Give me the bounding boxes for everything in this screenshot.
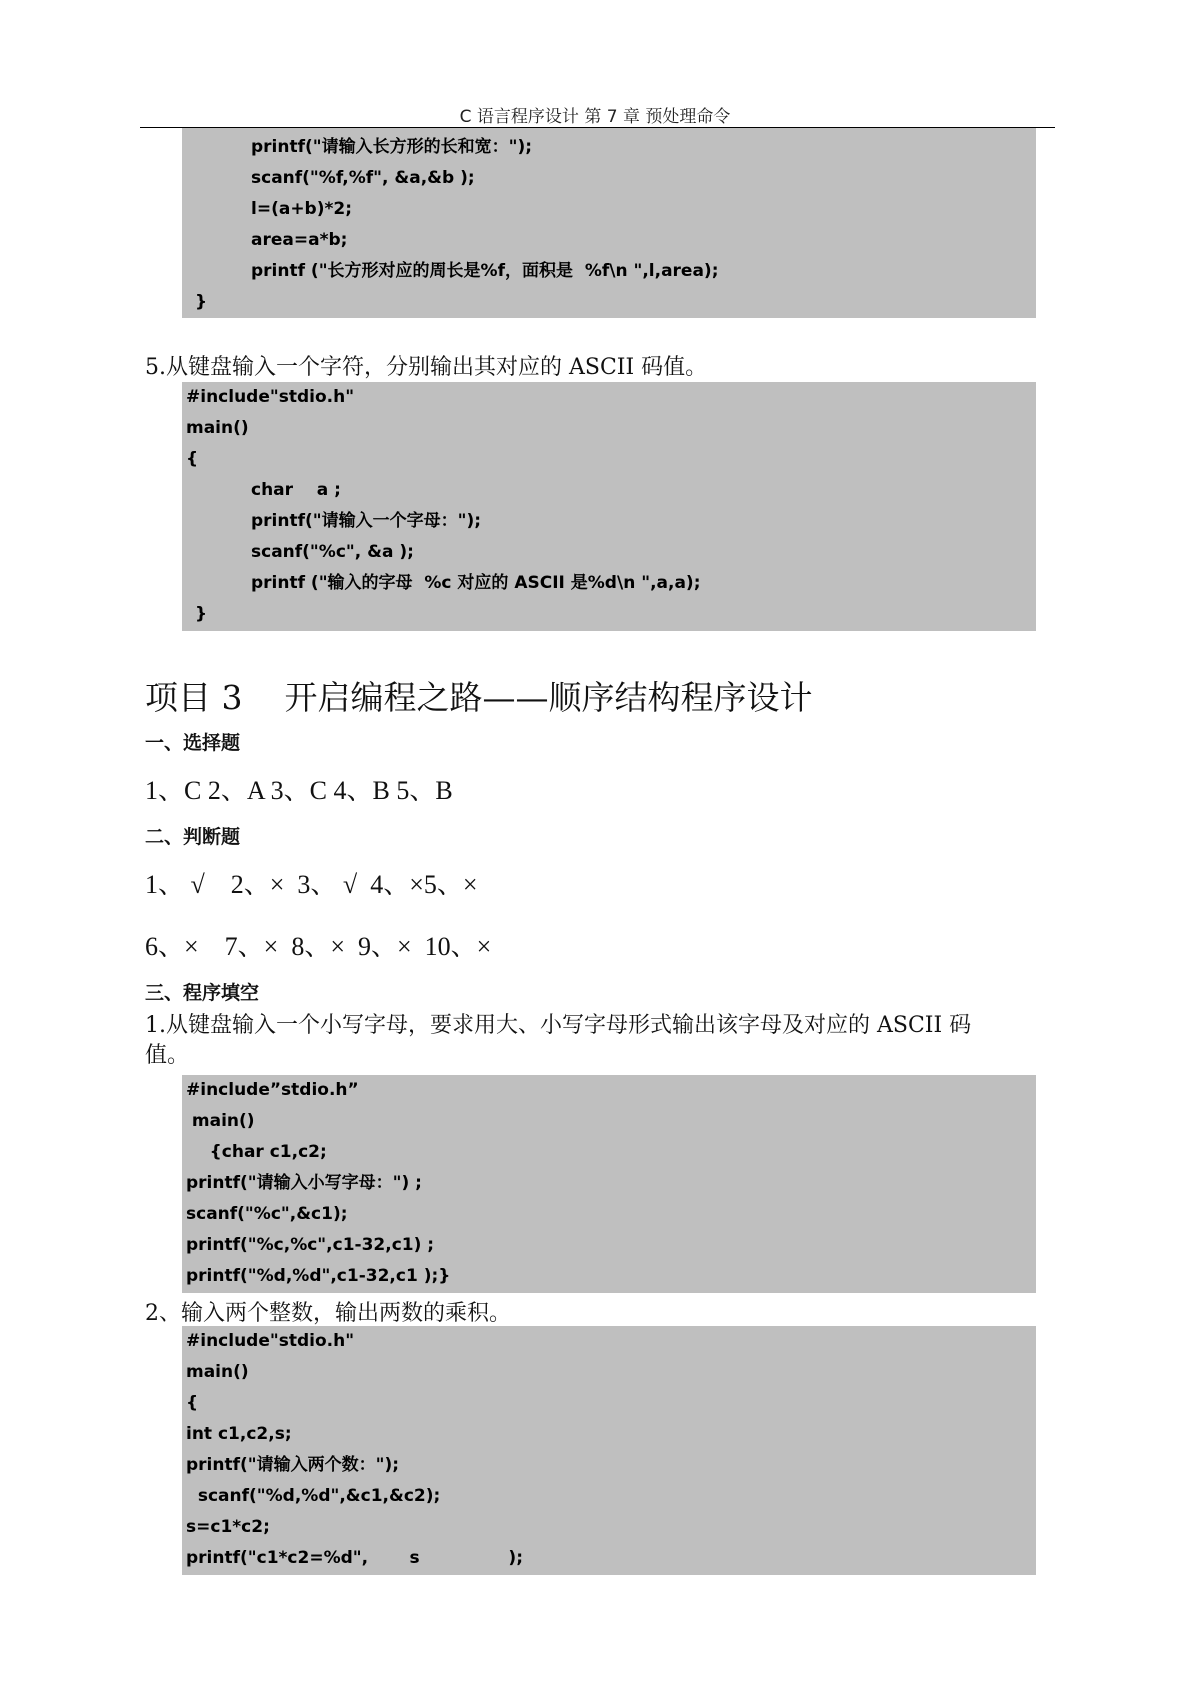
code-line: #include"stdio.h" bbox=[186, 1331, 355, 1351]
code-line: {char c1,c2; bbox=[186, 1142, 327, 1162]
code-line: printf("请输入长方形的长和宽："); bbox=[251, 137, 533, 157]
code-block-lowercase bbox=[182, 1075, 1036, 1293]
section-heading-fill: 三、程序填空 bbox=[145, 982, 260, 1004]
fill-question-1: 1.从键盘输入一个小写字母，要求用大、小写字母形式输出该字母及对应的 ASCII 码 bbox=[145, 1013, 972, 1038]
code-line: main() bbox=[186, 1362, 249, 1382]
fill-question-1-cont: 值。 bbox=[145, 1043, 190, 1068]
choice-answers: 1、C 2、A 3、C 4、B 5、B bbox=[145, 776, 453, 805]
code-line: #include"stdio.h" bbox=[186, 387, 355, 407]
code-line: printf("%c,%c",c1-32,c1) ; bbox=[186, 1235, 435, 1255]
code-line: int c1,c2,s; bbox=[186, 1424, 292, 1444]
code-line: printf("c1*c2=%d", s ); bbox=[186, 1548, 523, 1568]
code-line: } bbox=[195, 604, 208, 624]
code-line: printf("请输入两个数："); bbox=[186, 1455, 400, 1475]
code-line: area=a*b; bbox=[251, 230, 348, 250]
judge-answers-row-2: 6、× 7、× 8、× 9、× 10、× bbox=[145, 932, 492, 961]
code-line: l=(a+b)*2; bbox=[251, 199, 353, 219]
code-line: #include”stdio.h” bbox=[186, 1080, 359, 1100]
page-header: C 语言程序设计 第 7 章 预处理命令 bbox=[459, 107, 731, 127]
code-line: char a ; bbox=[251, 480, 341, 500]
code-line: { bbox=[186, 449, 199, 469]
judge-answers-row-1: 1、 √ 2、× 3、 √ 4、×5、× bbox=[145, 870, 478, 899]
code-line: scanf("%c", &a ); bbox=[251, 542, 414, 562]
code-block-product bbox=[182, 1326, 1036, 1575]
code-line: printf("%d,%d",c1-32,c1 );} bbox=[186, 1266, 451, 1286]
code-line: printf ("长方形对应的周长是%f，面积是 %f\n ",l,area); bbox=[251, 261, 719, 281]
code-line: printf ("输入的字母 %c 对应的 ASCII 是%d\n ",a,a); bbox=[251, 573, 701, 593]
project-title: 项目 3 开启编程之路——顺序结构程序设计 bbox=[145, 678, 813, 717]
code-block-rectangle bbox=[182, 128, 1036, 318]
code-block-ascii bbox=[182, 382, 1036, 631]
code-line: main() bbox=[186, 418, 249, 438]
code-line: printf("请输入一个字母："); bbox=[251, 511, 482, 531]
code-line: scanf("%c",&c1); bbox=[186, 1204, 348, 1224]
code-line: scanf("%d,%d",&c1,&c2); bbox=[186, 1486, 441, 1506]
code-line: s=c1*c2; bbox=[186, 1517, 270, 1537]
fill-question-2: 2、输入两个整数，输出两数的乘积。 bbox=[145, 1301, 511, 1326]
question-5: 5.从键盘输入一个字符，分别输出其对应的 ASCII 码值。 bbox=[145, 355, 708, 380]
code-line: printf("请输入小写字母：") ; bbox=[186, 1173, 422, 1193]
code-line: } bbox=[195, 292, 208, 312]
code-line: main() bbox=[186, 1111, 255, 1131]
section-heading-choice: 一、选择题 bbox=[145, 732, 241, 754]
section-heading-judge: 二、判断题 bbox=[145, 826, 241, 848]
code-line: { bbox=[186, 1393, 199, 1413]
code-line: scanf("%f,%f", &a,&b ); bbox=[251, 168, 475, 188]
